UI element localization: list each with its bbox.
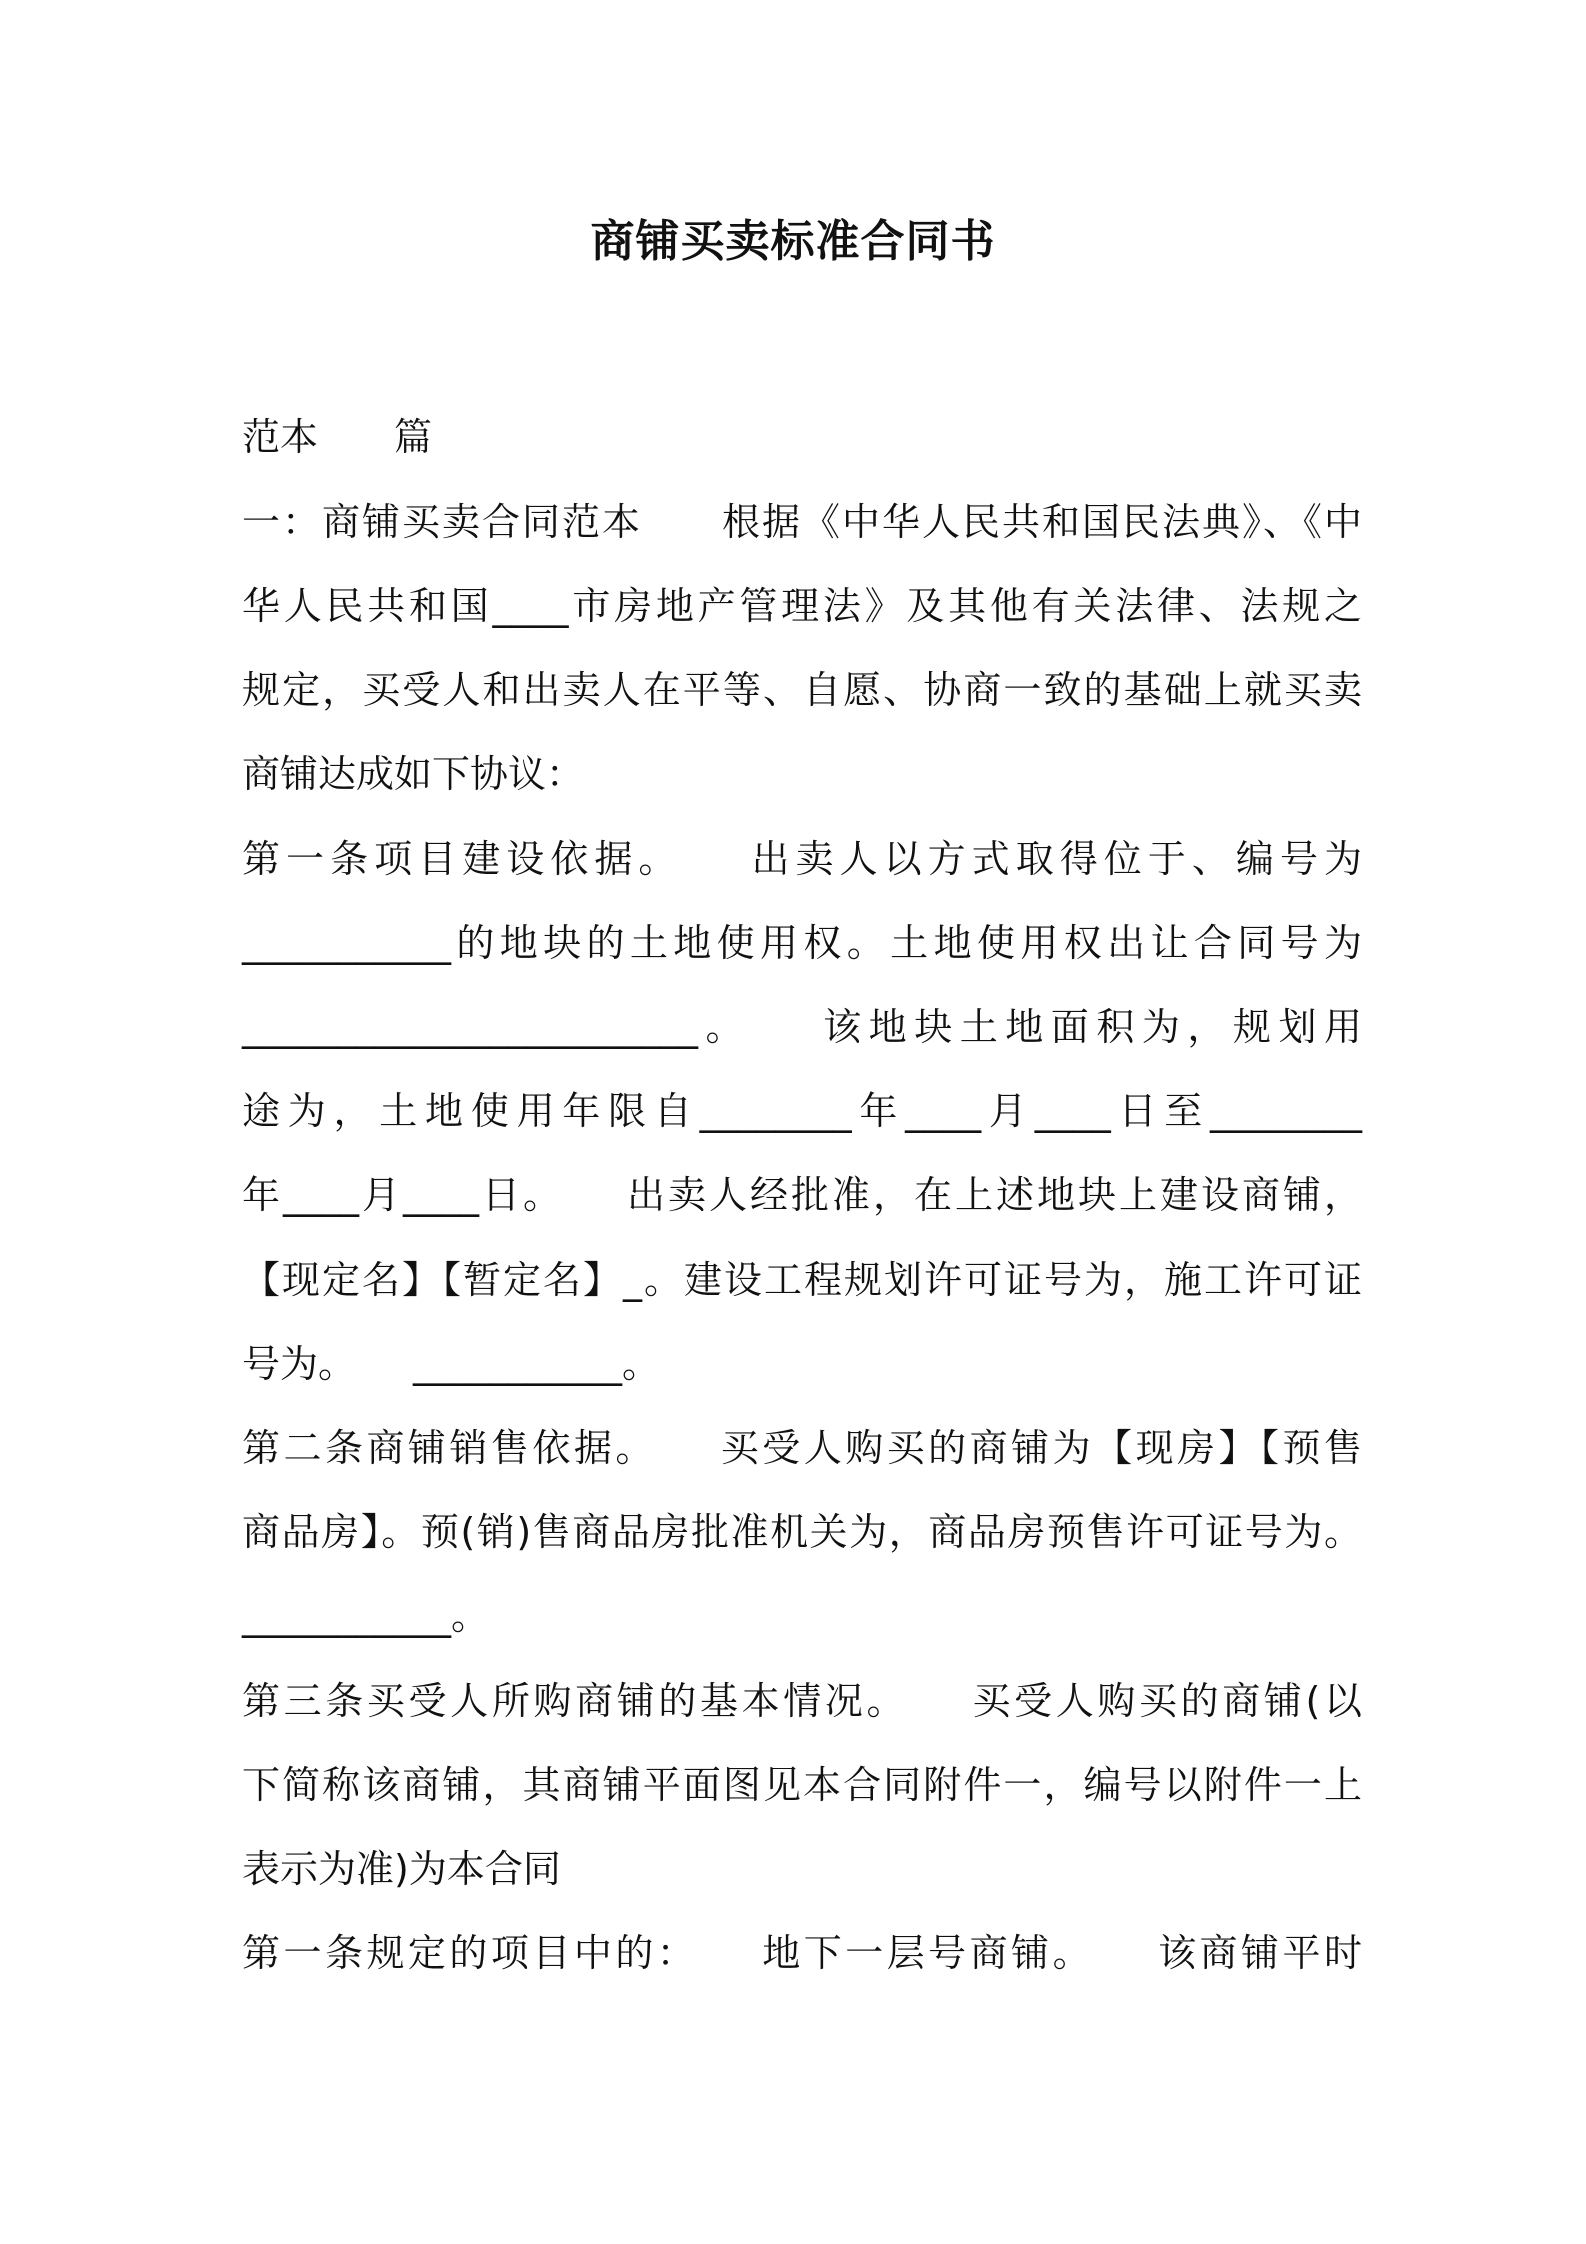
paragraph-line: 表示为准)为本合同 <box>242 1847 561 1891</box>
article-line: 第一条项目建设依据。 出卖人以方式取得位于、编号为 <box>242 837 1362 881</box>
article-line: 第二条商铺销售依据。 买受人购买的商铺为【现房】【预售 <box>242 1426 1362 1470</box>
paragraph-line: 一：商铺买卖合同范本 根据《中华人民共和国民法典》、《中 <box>242 500 1362 544</box>
section-heading: 范本 篇 <box>242 415 433 459</box>
paragraph-line: 【现定名】【暂定名】_。建设工程规划许可证号为，施工许可证 <box>242 1258 1362 1302</box>
article-line: 第一条规定的项目中的： 地下一层号商铺。 该商铺平时 <box>242 1931 1362 1975</box>
paragraph-line: ________________________。 该地块土地面积为，规划用 <box>242 1005 1362 1049</box>
paragraph-line: ___________。 <box>242 1594 490 1638</box>
paragraph-line: 商铺达成如下协议： <box>242 752 585 796</box>
paragraph-line: 年____月____日。 出卖人经批准，在上述地块上建设商铺， <box>242 1173 1362 1217</box>
paragraph-line: 商品房】。预(销)售商品房批准机关为，商品房预售许可证号为。 <box>242 1510 1362 1554</box>
paragraph-line: ___________的地块的土地使用权。土地使用权出让合同号为 <box>242 921 1362 965</box>
paragraph-line: 号为。 ___________。 <box>242 1342 661 1386</box>
paragraph-line: 规定，买受人和出卖人在平等、自愿、协商一致的基础上就买卖 <box>242 668 1362 712</box>
paragraph-line: 华人民共和国____市房地产管理法》及其他有关法律、法规之 <box>242 584 1362 628</box>
paragraph-line: 途为，土地使用年限自________年____月____日至________ <box>242 1089 1362 1133</box>
document-title: 商铺买卖标准合同书 <box>590 216 996 267</box>
paragraph-line: 下简称该商铺，其商铺平面图见本合同附件一，编号以附件一上 <box>242 1763 1362 1807</box>
article-line: 第三条买受人所购商铺的基本情况。 买受人购买的商铺(以 <box>242 1679 1362 1723</box>
